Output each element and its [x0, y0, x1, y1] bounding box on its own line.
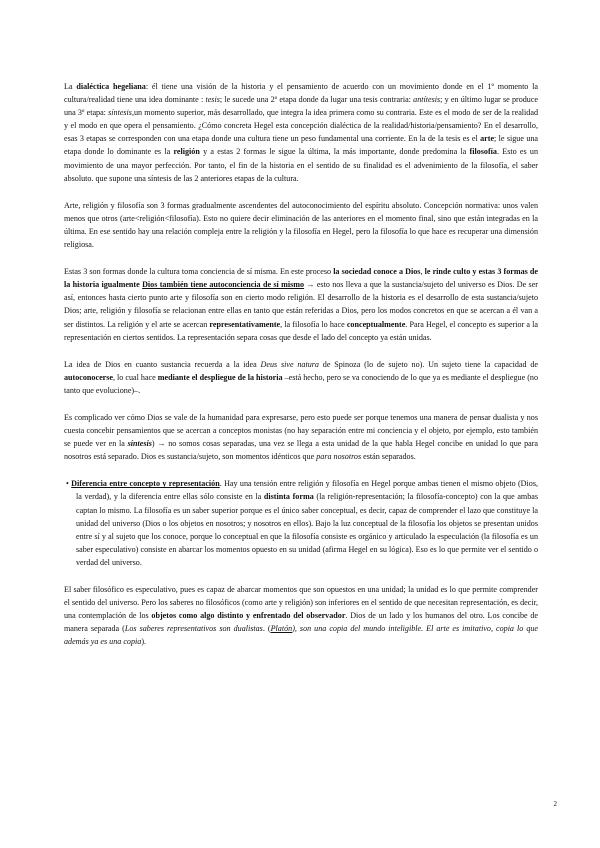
text-run: Es complicado ver cómo Dios se vale de la humanidad para expresarse, pero esto puede ser porque tenemos una manera de pensar dualista y nos cuesta concebir pensamientos que se acercan a conceptos monistas (no hay separación entre mi conciencia y el objeto, por ejemplo, esto también se puede ver en la: [64, 412, 538, 449]
text-run: distinta forma: [263, 492, 314, 502]
text-run: religión: [173, 147, 200, 157]
document-body: [64, 80, 538, 662]
text-run: Los saberes representativos son dualistas: [124, 624, 263, 634]
text-run: ; le sucede una 2º etapa donde da lugar una tesis contraria:: [219, 95, 414, 105]
text-run: Estas 3 son formas donde la cultura toma conciencia de sí misma. En este proceso: [64, 267, 334, 277]
text-run: ,un momento superior, más desarrollado, que integra la idea primera como su contraria. Este es el modo de ser de la realidad y el modo en que opera el pensamiento. ¿Cómo concreta Hegel esta concepción dialéctica de la realidad/historia/pensamiento? En el desarrollo, esas 3 etapas se corresponden con una etapa donde una cultura tiene un peso fundamental una corriente. En la de la tesis es el: [64, 108, 538, 144]
text-run: Arte, religión y filosofía son 3 formas gradualmente ascendentes del autoconocimiento del espíritu absoluto. Concepción normativa: unos valen menos que otros (arte<religión<filosofía). Esto no quiere decir eliminación de las anteriores en el momento final, sino que están integradas en la última. En ese sentido hay una relación compleja entre la religión y la filosofía en Hegel, pero la filosofía lo que hace es recuperar una dimensión religiosa.: [64, 200, 538, 250]
text-run: . Hay una tensión entre religión y filosofía en Hegel porque ambas tienen el mismo objeto (Dios, la verdad), y la diferencia entre ellas sólo consiste en la: [76, 479, 538, 502]
text-run: Dios también tiene autoconciencia de sí mismo: [142, 280, 305, 290]
paragraph-autoconciencia: [64, 265, 538, 344]
text-run: ).: [141, 637, 147, 647]
text-run: ; le sigue una etapa donde lo dominante es la: [64, 134, 539, 157]
text-run: Platón: [270, 624, 293, 634]
paragraph-arte-religion-filosofia: [64, 199, 538, 251]
text-run: ; y en último lugar se produce una 3º etapa:: [64, 95, 539, 118]
text-run: representativamente: [209, 319, 281, 329]
text-run: (la religión-representación; la filosofía-concepto) con la que ambas captan lo mismo. La filosofía es un saber superior porque es el único saber conceptual, es decir, capaz de comprender el lazo que constituye la unidad del universo (Dios o los objetos en nosotros; y nosotros en ellos). Bajo la luz conceptual de la filosofía los objetos se presentan unidos entre sí y al sujeto que los conoce, porque lo conceptual en que la filosofía consiste es orgánico y articulado la especulación (la filosofía es un saber especulativo) consiste en abarcar los momentos opuesto en su unidad (afirma Hegel en su lógica). Eso es lo que permite ver el sentido o verdad del universo.: [76, 492, 538, 567]
text-run: La idea de Dios en cuanto sustancia recuerda a la idea: [64, 359, 261, 369]
text-run: Diferencia entre concepto y representación: [71, 479, 220, 489]
text-run: y a estas 2 formas le sigue la última, la más importante, donde predomina la: [199, 147, 470, 157]
text-run: , la filosofía lo hace: [280, 319, 347, 329]
text-run: . Para Hegel, el concepto es superior a la representación en ciertos sentidos. La representación separa cosas que desde el lado del concepto ya están unidas.: [64, 319, 538, 342]
text-run: le rinde culto y estas 3 formas de la historia igualmente: [64, 267, 539, 290]
text-run: síntesis: [108, 108, 132, 118]
text-run: conceptualmente: [346, 319, 406, 329]
text-run: , lo cual hace: [113, 372, 158, 382]
text-run: . Dios de un lado y los humanos del otro. Los concibe de manera separada (: [64, 611, 538, 634]
text-run: : él tiene una visión de la historia y el pensamiento de acuerdo con un movimiento donde en el 1º momento la cultura/realidad tiene una idea dominante :: [64, 82, 539, 105]
page-number: 2: [553, 800, 557, 808]
text-run: •: [66, 479, 72, 489]
paragraph-concepto-representacion: [64, 477, 538, 569]
text-run: → esto nos lleva a que la sustancia/sujeto del universo es Dios. De ser así, entonces hasta cierto punto arte y filosofía son en cierto modo religión. El desarrollo de la historia es el desarrollo de esta sustancia/sujeto Dios; arte, religión y filosofía se relacionan entre ellas en tanto que están referidas a Dios, pero los modos concretos en que se acercan a él van a ser distintos. La religión y el arte se acercan: [64, 280, 538, 329]
text-run: filosofía: [469, 147, 497, 157]
text-run: Deus sive natura: [260, 359, 319, 369]
text-run: . (: [262, 624, 271, 634]
text-run: ,: [420, 267, 425, 277]
paragraph-dialectica: [64, 80, 538, 185]
text-run: ), son una copia del mundo inteligible. El arte es imitativo, copia lo que además ya es una copia: [64, 624, 539, 647]
text-run: tesis: [205, 95, 220, 105]
text-run: la sociedad conoce a Dios: [333, 267, 421, 277]
text-run: objetos como algo distinto y enfrentado del observador: [151, 611, 346, 621]
text-run: para nosotros: [316, 452, 362, 462]
text-run: El saber filosófico es especulativo, pues es capaz de abarcar momentos que son opuestos en una unidad; la unidad es lo que permite comprender el sentido del universo. Pero los saberes no filosóficos (como arte y religión) son inferiores en el sentido de que necesitan representación, es decir, una contemplación de los: [64, 585, 538, 621]
text-run: autoconocerse: [64, 372, 113, 382]
text-run: –está hecho, pero se va conociendo de lo que ya es mediante el despliegue (no tanto que evolucione)–.: [64, 372, 538, 395]
paragraph-dualismo: [64, 411, 538, 463]
text-run: dialéctica hegeliana: [76, 82, 146, 91]
text-run: de Spinoza (lo de sujeto no). Un sujeto tiene la capacidad de: [318, 359, 538, 369]
text-run: . Esto es un movimiento de una mayor perfección. Por tanto, el fin de la historia en el sentido de su finalidad es el advenimiento de la filosofía, el saber absoluto. que supone una síntesis de las 2 anteriores etapas de la cultura.: [64, 147, 538, 183]
text-run: están separados.: [361, 452, 416, 462]
text-run: síntesis: [127, 439, 152, 449]
text-run: mediante el despliegue de la historia: [157, 372, 283, 382]
text-run: ) → no somos cosas separadas, una vez se llega a esta unidad de la que habla Hegel concibe en unidad lo que para nosotros está separado. Dios es sustancia/sujeto, son momentos idénticos que: [64, 439, 539, 462]
paragraph-dios-sustancia: [64, 358, 538, 397]
text-run: arte: [480, 134, 495, 144]
text-run: antítesis: [413, 95, 441, 105]
paragraph-saber-especulativo: [64, 583, 538, 648]
text-run: La: [64, 82, 77, 91]
